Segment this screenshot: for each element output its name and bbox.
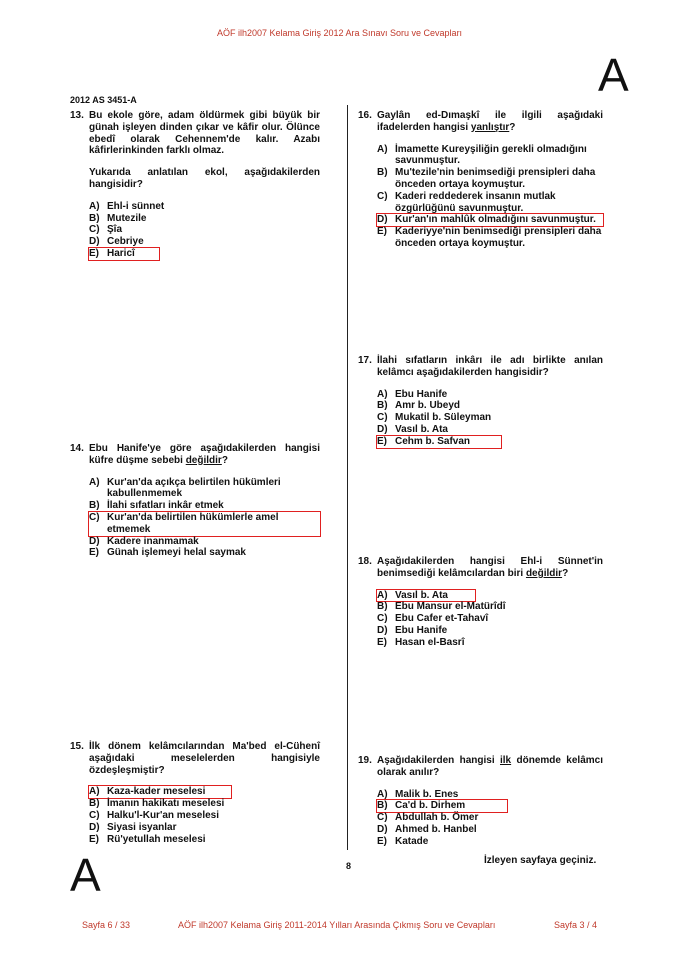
question-19 <box>358 755 603 848</box>
underlined-keyword: değildir <box>525 567 563 579</box>
question-stem: Aşağıdakilerden hangisi ilk dönemde kelâmcı olarak anılır? <box>377 755 604 778</box>
footer-page-left: Sayfa 6 / 33 <box>82 920 131 930</box>
option-a[interactable]: A) Malik b. Enes <box>377 788 459 800</box>
underlined-keyword: değildir <box>185 454 222 466</box>
option-c[interactable]: C) Halku'l-Kur'an meselesi <box>89 809 220 821</box>
question-17 <box>358 355 603 448</box>
question-stem: Ebu Hanife'ye göre aşağıdakilerden hangisi küfre düşme sebebi değildir? <box>89 443 320 466</box>
turn-page-note: İzleyen sayfaya geçiniz. <box>484 855 597 866</box>
option-b[interactable]: B) İmanın hakikatı meselesi <box>89 798 225 810</box>
option-a[interactable]: A) Ehl-i sünnet <box>89 200 165 212</box>
option-list <box>377 389 603 448</box>
option-d[interactable]: D) Vasıl b. Ata <box>377 423 448 435</box>
question-18 <box>358 556 603 649</box>
footer-page-right: Sayfa 3 / 4 <box>554 920 598 930</box>
option-a[interactable]: A) İmamette Kureyşiliğin gerekli olmadığını savunmuştur. <box>377 143 587 167</box>
option-d[interactable]: D) Siyasi isyanlar <box>89 821 177 833</box>
option-d[interactable]: D) Ahmed b. Hanbel <box>377 823 477 835</box>
question-number: 19. <box>358 755 372 766</box>
underlined-keyword: yanlıştır <box>470 121 510 133</box>
option-b[interactable]: B) İlahi sıfatları inkâr etmek <box>89 500 224 512</box>
option-list <box>89 201 320 260</box>
option-b[interactable]: B) Ebu Mansur el-Matürîdî <box>377 601 506 613</box>
question-13 <box>70 110 320 260</box>
exam-code: 2012 AS 3451-A <box>70 95 137 105</box>
option-list <box>89 477 320 560</box>
question-number: 18. <box>358 556 372 567</box>
option-e[interactable]: E) Katade <box>377 835 429 847</box>
option-a[interactable]: A) Kur'an'da açıkça belirtilen hükümleri kabullenmemek <box>89 476 281 500</box>
option-e-correct-answer[interactable]: E) Cehm b. Safvan <box>377 436 501 448</box>
option-c[interactable]: C) Kaderi reddederek insanın mutlak özgürlüğünü savunmuştur. <box>377 190 556 214</box>
option-b[interactable]: B) Mutezile <box>89 212 147 224</box>
question-number: 16. <box>358 110 372 121</box>
question-14 <box>70 443 320 559</box>
option-list <box>377 590 603 649</box>
option-c-correct-answer[interactable]: C) Kur'an'da belirtilen hükümlerle amel etmemek <box>89 512 320 536</box>
column-divider <box>347 105 348 850</box>
option-a[interactable]: A) Ebu Hanife <box>377 388 448 400</box>
question-stem: Bu ekole göre, adam öldürmek gibi büyük bir günah işleyen dinden çıkar ve kâfir olur. Ölünce ebedî olarak Cehennem'de kalır. Azabı kâfirlerinkinden farklı olmaz. <box>89 110 320 157</box>
booklet-letter-top: A <box>598 49 629 101</box>
question-stem: İlahi sıfatların inkârı ile adı birlikte anılan kelâmcı aşağıdakilerden hangisidir? <box>377 355 603 378</box>
question-stem: Gaylân ed-Dımaşkî ile ilgili aşağıdaki ifadelerden hangisi yanlıştır? <box>377 110 603 133</box>
option-c[interactable]: C) Abdullah b. Ömer <box>377 812 479 824</box>
question-16 <box>358 110 603 250</box>
question-number: 17. <box>358 355 372 366</box>
option-a-correct-answer[interactable]: A) Kaza-kader meselesi <box>89 786 231 798</box>
option-e[interactable]: E) Hasan el-Basrî <box>377 636 465 648</box>
option-e[interactable]: E) Kaderiyye'nin benimsediği prensipleri daha önceden ortaya koymuştur. <box>377 226 602 249</box>
question-stem: İlk dönem kelâmcılarından Ma'bed el-Cühenî aşağıdaki meselelerden hangisiyle özdeşleşmiştir? <box>89 741 320 776</box>
option-list <box>377 144 603 250</box>
option-d[interactable]: D) Cebriye <box>89 236 144 248</box>
option-a-correct-answer[interactable]: A) Vasıl b. Ata <box>377 590 475 602</box>
option-b[interactable]: B) Mu'tezile'nin benimsediği prensipleri daha önceden ortaya koymuştur. <box>377 167 596 190</box>
option-b[interactable]: B) Amr b. Ubeyd <box>377 400 461 412</box>
question-15 <box>70 741 320 845</box>
question-number: 15. <box>70 741 84 752</box>
booklet-letter-bottom: A <box>70 849 101 901</box>
document-header: AÖF ilh2007 Kelama Giriş 2012 Ara Sınavı Soru ve Cevapları <box>216 28 463 38</box>
question-number: 14. <box>70 443 84 454</box>
option-c[interactable]: C) Ebu Cafer et-Tahavî <box>377 613 489 625</box>
option-d-correct-answer[interactable]: D) Kur'an'ın mahlûk olmadığını savunmuştur. <box>377 214 603 226</box>
option-e[interactable]: E) Günah işlemeyi helal saymak <box>89 547 246 559</box>
option-e[interactable]: E) Rü'yetullah meselesi <box>89 833 206 845</box>
question-stem: Aşağıdakilerden hangisi Ehl-i Sünnet'in benimsediği kelâmcılardan biri değildir? <box>377 556 603 579</box>
option-d[interactable]: D) Kadere inanmamak <box>89 535 199 547</box>
option-e-correct-answer[interactable]: E) Haricî <box>89 248 159 260</box>
page-number: 8 <box>346 861 352 871</box>
option-d[interactable]: D) Ebu Hanife <box>377 624 448 636</box>
option-b-correct-answer[interactable]: B) Ca'd b. Dirhem <box>377 800 507 812</box>
underlined-keyword: ilk <box>500 755 512 766</box>
option-c[interactable]: C) Mukatil b. Süleyman <box>377 412 492 424</box>
question-prompt: Yukarıda anlatılan ekol, aşağıdakilerden hangisidir? <box>89 167 320 190</box>
option-list <box>89 786 320 845</box>
question-number: 13. <box>70 110 84 121</box>
option-c[interactable]: C) Şîa <box>89 224 123 236</box>
footer-title: AÖF ilh2007 Kelama Giriş 2011-2014 Yılları Arasında Çıkmış Soru ve Cevapları <box>178 920 496 930</box>
option-list <box>377 789 603 848</box>
